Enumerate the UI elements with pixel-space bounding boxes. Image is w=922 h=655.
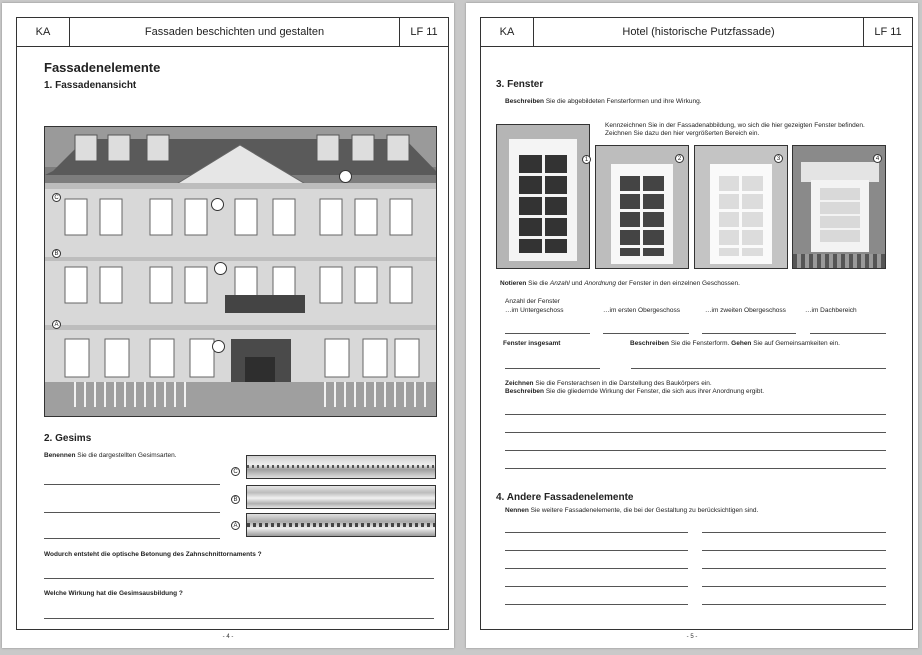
- page-header: [17, 18, 448, 47]
- gesims-photo-a: [246, 513, 436, 537]
- page-frame: [480, 17, 913, 630]
- gesims-photo-b: [246, 485, 436, 509]
- answer-line[interactable]: [505, 368, 600, 369]
- answer-line[interactable]: [505, 450, 886, 451]
- section-heading-other-elements: 4. Andere Fassadenelemente: [496, 492, 634, 503]
- answer-line[interactable]: [44, 484, 220, 485]
- instruction-verb: Beschreiben: [505, 98, 545, 105]
- answer-line[interactable]: [810, 333, 886, 334]
- instruction-verb: Notieren: [500, 280, 527, 287]
- instruction-text: Sie die Fensterachsen in die Darstellung des Baukörpers ein.: [533, 380, 712, 387]
- answer-line[interactable]: [505, 586, 688, 587]
- answer-line[interactable]: [505, 532, 688, 533]
- other-elements-instruction: [505, 507, 758, 515]
- facade-answer-circle[interactable]: [339, 170, 352, 183]
- window-form-instruction: [630, 340, 840, 348]
- instruction-verb: Beschreiben: [630, 340, 670, 347]
- instruction-text: und: [569, 280, 585, 287]
- mark-windows-instruction: [605, 122, 905, 138]
- count-column-second-floor: …im zweiten Obergeschoss: [705, 307, 786, 314]
- worksheet-page-right: [466, 3, 918, 648]
- answer-line[interactable]: [603, 333, 689, 334]
- instruction-verb: Zeichnen: [505, 380, 534, 387]
- instruction-text: Sie die gliedernde Wirkung der Fenster, die sich aus ihrer Anordnung ergibt.: [544, 388, 765, 395]
- window-number-4: 4: [873, 154, 882, 163]
- facade-answer-circle[interactable]: [212, 340, 225, 353]
- window-photo-1: [496, 124, 590, 269]
- mark-instruction-line: Zeichnen Sie dazu den hier vergrößerten Bereich ein.: [605, 130, 760, 137]
- page-number: - 5 -: [686, 634, 698, 640]
- window-number-2: 2: [675, 154, 684, 163]
- facade-marker-a: A: [52, 320, 61, 329]
- answer-line[interactable]: [702, 550, 886, 551]
- answer-line[interactable]: [505, 604, 688, 605]
- window-number-1: 1: [582, 155, 591, 164]
- header-title: Fassaden beschichten und gestalten: [70, 18, 400, 46]
- count-column-first-floor: …im ersten Obergeschoss: [603, 307, 680, 314]
- instruction-verb: Nennen: [505, 507, 529, 514]
- window-number-3: 3: [774, 154, 783, 163]
- instruction-text: Sie auf Gemeinsamkeiten ein.: [751, 340, 840, 347]
- answer-line[interactable]: [702, 604, 886, 605]
- gesims-label-b: B: [231, 495, 240, 504]
- windows-instruction: [505, 98, 702, 106]
- header-lf: LF 11: [874, 26, 902, 38]
- window-photo-3: [694, 145, 788, 269]
- header-ka: KA: [17, 18, 70, 46]
- count-label: Anzahl der Fenster: [505, 298, 560, 305]
- instruction-emphasis: Anordnung: [584, 280, 617, 287]
- instruction-verb: Gehen: [731, 340, 752, 347]
- count-column-basement: …im Untergeschoss: [505, 307, 564, 314]
- instruction-text: Sie die abgebildeten Fensterformen und ihre Wirkung.: [544, 98, 702, 105]
- answer-line[interactable]: [505, 414, 886, 415]
- question-dentil-emphasis: Wodurch entsteht die optische Betonung des Zahnschnittornaments ?: [44, 551, 262, 558]
- answer-line[interactable]: [44, 538, 220, 539]
- page-header: [481, 18, 912, 47]
- answer-line[interactable]: [505, 550, 688, 551]
- note-instruction: [500, 280, 740, 288]
- facade-marker-b: B: [52, 249, 61, 258]
- page-title: Fassadenelemente: [44, 60, 161, 75]
- question-gesims-effect: Welche Wirkung hat die Gesimsausbildung ?: [44, 590, 183, 597]
- instruction-verb: Beschreiben: [505, 388, 545, 395]
- window-photo-4: [792, 145, 886, 269]
- section-heading-windows: 3. Fenster: [496, 79, 544, 90]
- instruction-verb: Benennen: [44, 452, 76, 459]
- facade-illustration: [45, 127, 436, 416]
- answer-line[interactable]: [505, 468, 886, 469]
- answer-line[interactable]: [44, 578, 434, 579]
- facade-answer-circle[interactable]: [211, 198, 224, 211]
- facade-photo: [44, 126, 437, 417]
- answer-line[interactable]: [505, 333, 590, 334]
- instruction-text: Sie die dargestellten Gesimsarten.: [75, 452, 177, 459]
- facade-marker-c: C: [52, 193, 61, 202]
- gesims-instruction: [44, 452, 177, 460]
- total-windows-label: Fenster insgesamt: [503, 340, 561, 347]
- answer-line[interactable]: [505, 568, 688, 569]
- count-column-attic: …im Dachbereich: [805, 307, 857, 314]
- mark-instruction-line: Kennzeichnen Sie in der Fassadenabbildung, wo sich die hier gezeigten Fenster befinden.: [605, 122, 865, 129]
- page-number: - 4 -: [222, 634, 234, 640]
- section-heading-gesims: 2. Gesims: [44, 433, 92, 444]
- page-frame: [16, 17, 449, 630]
- header-ka: KA: [481, 18, 534, 46]
- instruction-text: Sie die: [526, 280, 550, 287]
- answer-line[interactable]: [702, 586, 886, 587]
- gesims-photo-c: [246, 455, 436, 479]
- worksheet-page-left: [2, 3, 454, 648]
- instruction-text: Sie die Fensterform.: [669, 340, 732, 347]
- section-heading-facade-view: 1. Fassadenansicht: [44, 80, 137, 91]
- instruction-text: Sie weitere Fassadenelemente, die bei der Gestaltung zu berücksichtigen sind.: [528, 507, 759, 514]
- answer-line[interactable]: [505, 432, 886, 433]
- header-title: Hotel (historische Putzfassade): [534, 18, 864, 46]
- answer-line[interactable]: [44, 618, 434, 619]
- header-lf: LF 11: [410, 26, 438, 38]
- gesims-label-a: A: [231, 521, 240, 530]
- answer-line[interactable]: [702, 333, 796, 334]
- instruction-emphasis: Anzahl: [549, 280, 570, 287]
- effect-instruction: [505, 388, 764, 396]
- instruction-text: der Fenster in den einzelnen Geschossen.: [616, 280, 740, 287]
- answer-line[interactable]: [702, 532, 886, 533]
- answer-line[interactable]: [702, 568, 886, 569]
- draw-instruction: [505, 380, 712, 388]
- answer-line[interactable]: [631, 368, 886, 369]
- gesims-label-c: C: [231, 467, 240, 476]
- facade-answer-circle[interactable]: [214, 262, 227, 275]
- answer-line[interactable]: [44, 512, 220, 513]
- window-photo-2: [595, 145, 689, 269]
